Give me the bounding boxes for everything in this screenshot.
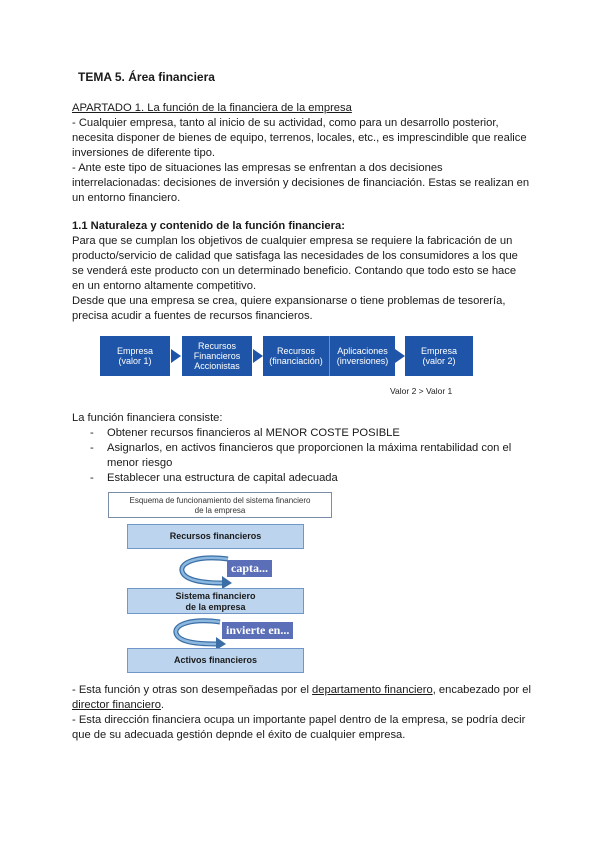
text-line: - Esta dirección financiera ocupa un importante papel dentro de la empresa, se podría decir xyxy=(72,714,526,726)
text-line: un entorno financiero. xyxy=(72,192,181,204)
text-line: inversiones de diferente tipo. xyxy=(72,147,216,159)
schema-label-capta: capta... xyxy=(227,560,272,577)
section-heading-apartado-1: APARTADO 1. La función de la financiera de la empresa xyxy=(72,102,352,114)
schema-label-invierte: invierte en... xyxy=(222,622,293,639)
flow-box-empresa-2: Empresa (valor 2) xyxy=(405,336,473,376)
schema-heading: Esquema de funcionamiento del sistema financiero de la empresa xyxy=(108,492,332,518)
schema-bar-recursos: Recursos financieros xyxy=(127,524,304,549)
section2-body xyxy=(72,234,542,324)
flow-box-recursos-financiacion: Recursos (financiación) xyxy=(263,336,329,376)
text-line: director financiero. xyxy=(72,699,165,711)
flow-arrow-icon xyxy=(253,349,263,363)
text-line: precisa acudir a fuentes de recursos financieros. xyxy=(72,310,313,322)
flow-box-recursos-financieros: Recursos Financieros Accionistas xyxy=(182,336,252,376)
list-intro: La función financiera consiste: xyxy=(72,412,223,424)
link-departamento-financiero: departamento financiero xyxy=(312,684,433,696)
text-line: Desde que una empresa se crea, quiere expansionarse o tiene problemas de tesorería, xyxy=(72,295,506,307)
flow-box-aplicaciones: Aplicaciones (inversiones) xyxy=(329,336,395,376)
curved-arrow-icon xyxy=(172,616,227,650)
text-line: en un entorno altamente competitivo. xyxy=(72,280,257,292)
page-title: TEMA 5. Área financiera xyxy=(78,70,215,84)
closing-body xyxy=(72,683,542,743)
schema-bar-sistema: Sistema financiero de la empresa xyxy=(127,588,304,614)
text-line: producto/servicio de calidad que satisfaga las necesidades de los consumidores a los que xyxy=(72,250,518,262)
flow-arrow-icon xyxy=(395,349,405,363)
text-line: - Esta función y otras son desempeñadas por el departamento financiero, encabezado por el xyxy=(72,684,531,696)
flow-caption: Valor 2 > Valor 1 xyxy=(390,386,453,396)
text-line: que de su adecuada gestión depnde el éxito de cualquier empresa. xyxy=(72,729,406,741)
flow-arrow-icon xyxy=(171,349,181,363)
text-line: se venderá este producto con un determinado beneficio. Contando que todo esto se hace xyxy=(72,265,517,277)
section1-body xyxy=(72,116,542,206)
text-line: Para que se cumplan los objetivos de cualquier empresa se requiere la fabricación de un xyxy=(72,235,513,247)
text-line: interrelacionadas: decisiones de inversión y decisiones de financiación. Estas se realizan en xyxy=(72,177,530,189)
section-heading-1-1: 1.1 Naturaleza y contenido de la función financiera: xyxy=(72,220,345,232)
curved-arrow-icon xyxy=(178,553,233,589)
text-line: necesita disponer de bienes de equipo, terrenos, locales, etc., es imprescindible que realice xyxy=(72,132,527,144)
text-line: - Ante este tipo de situaciones las empresas se enfrentan a dos decisiones xyxy=(72,162,443,174)
flow-box-empresa-1: Empresa (valor 1) xyxy=(100,336,170,376)
text-line: - Cualquier empresa, tanto al inicio de su actividad, como para un desarrollo posterior, xyxy=(72,117,499,129)
schema-bar-activos: Activos financieros xyxy=(127,648,304,673)
link-director-financiero: director financiero xyxy=(72,699,161,711)
